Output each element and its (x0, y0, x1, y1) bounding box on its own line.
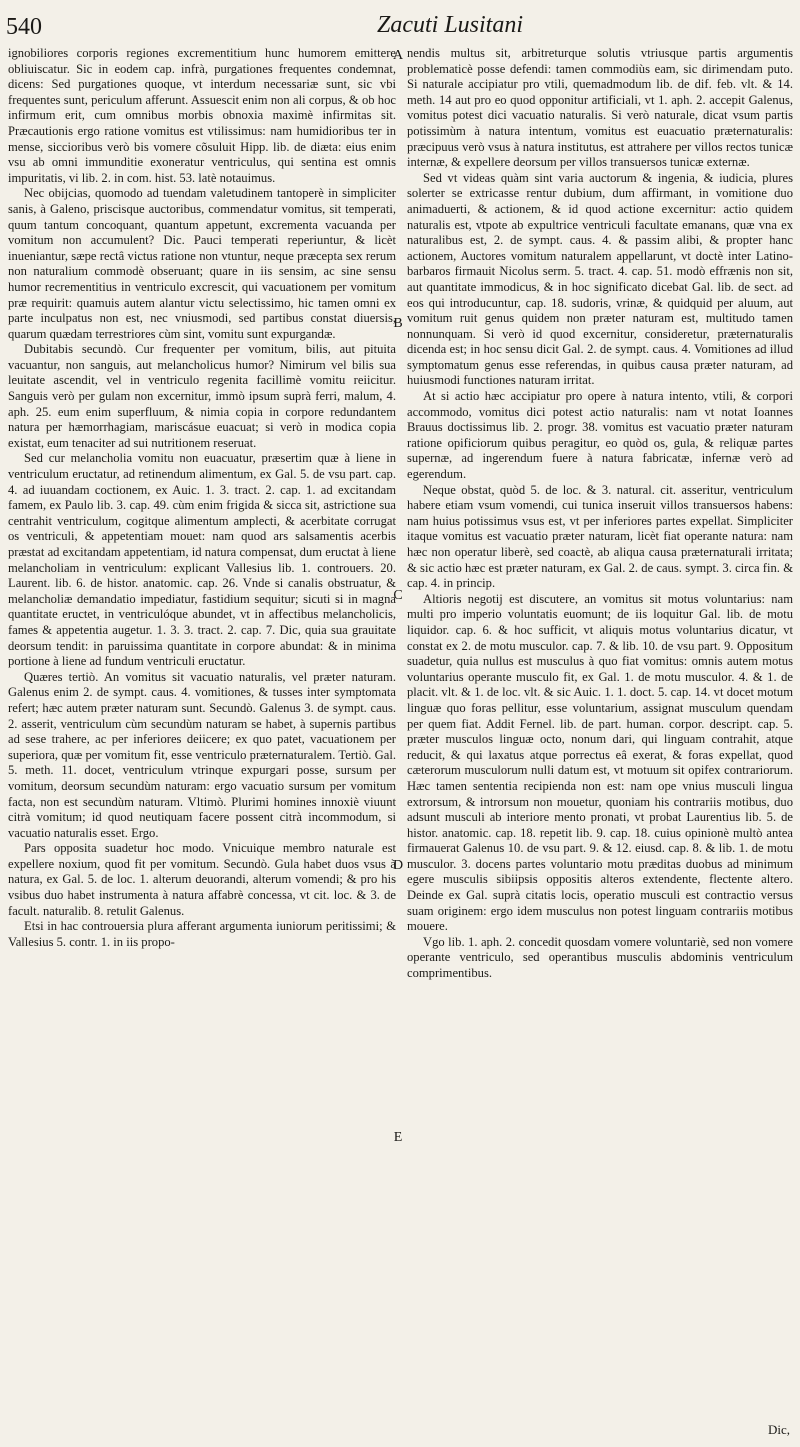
running-head: Zacuti Lusitani (376, 12, 524, 38)
margin-marker-c: C (393, 588, 403, 603)
paragraph: Quæres tertiò. An vomitus sit vacuatio naturalis, vel præter naturam. Galenus enim 2. de sympt. caus. 4. vomitiones, & tusses inter symptomata refert; hæc autem præter naturam sunt. Secundò. Galenus 3. de sympt. caus. 2. asserit, ventriculum cùm secundùm naturam se habet, à supernis partibus ad sese trahere, ac per inferiores deiicere; ex quo patet, vacuationem per superiora, quæ per vomitum fit, esse ventriculo præternaturalem. Tertiò. Gal. 5. meth. 11. docet, ventriculum vtrinque expurgari posse, sursum per vomitum, deorsum secundùm naturam: ergo vacuatio sursum per vomitum facta, non est secundùm naturam. Vltimò. Plurimi homines innoxiè viuunt citrà vomitum; id quod neutiquam facere possent citrà incommodum, si vacuatio naturalis esset. Ergo. (8, 669, 396, 840)
paragraph: Sed cur melancholia vomitu non euacuatur, præsertim quæ à liene in ventriculum eructatur, ad retinendum alimentum, ex Gal. 5. de vsu part. cap. 4. ad iuuandam coctionem, ex Auic. 1. 3. tract. 2. cap. 1. ad excitandam famem, ex Paulo lib. 3. cap. 49. cùm enim frigida & sicca sit, astrictione sua centrahit ventriculum, cogitque alimentum amplecti, & acerbitate corrugat os ventriculi, & appetentiam mouet: nam quod ars salsamentis acerbis præstat ad excitandam appetentiam, id natura compensat, dum eructat à liene melancholiam in ventriculum: explicant Vallesius lib. 1. controuers. 20. Laurent. lib. 6. de histor. anatomic. cap. 26. Vnde si canalis obstruatur, & melancholiæ demandatio impediatur, fastidium sequitur; sicuti si in magna quantitate eructet, in ventriculóque abundet, vt in affectibus melancholicis, fames & appetentia augetur. 1. 3. 3. tract. 2. cap. 7. Dic, quia sua grauitate deorsum tendit: in paruissima quantitate in corpore abundat: & in minima portione à liene ad fundum ventriculi eructatur. (8, 451, 396, 669)
paragraph: Nec obijcias, quomodo ad tuendam valetudinem tantoperè in simpliciter sanis, à Galeno, priscisque auctoribus, commendatur vomitus, sit temperati, quum tantum concoquant, quantum appetunt, excrementa vacuanda per vomitum non accumulent? Dic. Pauci temperati reperiuntur, & licèt inueniantur, sæpe rectâ victus ratione non vtuntur, neque præcepta sex rerum non naturalium commodè obseruant; quare in iis sensim, ac sine sensu humor recrementitius in ventriculo excrescit, qui vacuationem per vomitum præ requirit: quamuis autem alantur victu selectissimo, hic tamen omni ex parte inculpatus non est, nec vniusmodi, sed partibus constat diuersis, quarum quædam terrestriores cùm sint, vomitu sunt expurgandæ. (8, 186, 396, 341)
paragraph: Vgo lib. 1. aph. 2. concedit quosdam vomere voluntariè, sed non vomere operante ventriculo, sed operantibus musculis abdominis ventriculum comprimentibus. (407, 934, 793, 981)
paragraph: Altioris negotij est discutere, an vomitus sit motus voluntarius: nam multi pro imperio voluntatis euomunt; de iis loquitur Gal. lib. de motu liquidor. cap. 6. & hoc sufficit, vt aliquis motus voluntarius dicatur, vt constat ex 2. de motu musculor. cap. 7. & lib. 10. de vsu part. 9. Oppositum suadetur, quia nullus est musculus à quo fiat vomitus: omnis autem motus voluntarius operante musculo fit, ex Gal. 1. de motu musculor. 4. & 1. de placit. vlt. & 1. de loc. vlt. & sic Auic. 1. 1. doct. 5. cap. 14. vt docet motum linguæ quo foras pellitur, esse voluntarium, assignat musculum quendam per quem fiat. Addit Fernel. lib. de part. human. corpor. descript. cap. 5. præter musculos linguæ octo, nonum dari, qui linguam contrahit, atque reducit, & qui laxatus atque porrectus eâ exerat, & foras expellat, quod cæterorum musculorum nulli datum est, vt motuum sit opifex contrariorum. Hæc tamen sententia recipienda non est: nam ope vnius musculi lingua extrorsum, & introrsum non mouetur, quoniam his contrariis motibus, duo adsunt musculi ab interiore mento pronati, vt probat Laurentius lib. 5. de histor. anatomic. cap. 18. repetit lib. 9. cap. 18. cuius opinionè multò antea firmauerat Galenus 10. de vsu part. 9. & 12. eiusd. cap. 8. & lib. 1. de motu musculor. 3. docens partes voluntario motu præditas duobus ad minimum egere musculis sibiipsis oppositis alteros extendente, flectente altero. Deinde ex Gal. suprà citatis locis, operatio musculi est contractio versus suam originem: ergo idem musculus non potest linguam contrariis motibus mouere. (407, 591, 793, 934)
paragraph: At si actio hæc accipiatur pro opere à natura intento, vtili, & corpori accommodo, vomitus dici potest actio naturalis: nam vt notat Ioannes Brauus doctissimus lib. 2. progr. 38. vomitus est vacuatio præter naturam ratione opificiorum quibus peragitur, eo quòd os, gula, & reliquæ partes supernæ, ad ingerendum fuere à natura fabricatæ, infernæ verò ad egerendum. (407, 389, 793, 482)
paragraph: Sed vt videas quàm sint varia auctorum & ingenia, & iudicia, plures solerter se extricasse rentur dubium, dum affirmant, in vomitione duo animaduerti, & actionem, & id quod actione excernitur: actio quidem naturalis est, vtpote ab expultrice ventriculi facultate emanans, quæ vna ex naturalibus est, 2. de sympt. caus. 4. & passim alibi, & propter hanc actionem, Auctores vomitum naturalem appellarunt, vt doctè inter Latino-barbaros firmauit Nicolus serm. 5. tract. 4. cap. 51. modò effrænis non sit, aut quantitate immodicus, & in hoc significato dicebat Gal. lib. de sect. ad eos qui introducuntur, cap. 18. sudoris, vrinæ, & quidquid per aluum, aut vomitum ruit genus quidem non præter naturam est, multitudo tamen nonnunquam. Si verò id quod excernitur, consideretur, præternaturalis dicenda est; in hoc sensu dicit Gal. 2. de sympt. caus. 4. Vomitiones ad illud symptomatum genus esse referendas, in quibus causa præter naturam, ad huiusmodi functiones naturam irritat. (407, 170, 793, 388)
paragraph: nendis multus sit, arbitreturque solutis vtriusque partis argumentis problematicè posse defendi: tamen commodiùs eam, sic dirimendam puto. Si naturale accipiatur pro vtili, quemadmodum lib. de dif. feb. vlt. & 14. meth. 14 aut pro eo quod opponitur artificiali, vt 1. aph. 2. accepit Galenus, vomitus potest dici vacuatio naturalis. Si verò naturale, dicat vsum partis potissimùm à natura intentum, vomitus est euacuatio præternaturalis: præcipuus verò vsus à natura institutus, est attrahere per villos rectos tunicæ internæ, & expellere deorsum per villos transuersos tunicæ externæ. (407, 46, 793, 170)
margin-marker-a: A (392, 48, 404, 63)
margin-marker-d: D (392, 858, 404, 873)
paragraph: Etsi in hac controuersia plura afferant argumenta iuniorum peritissimi; & Vallesius 5. contr. 1. in iis propo- (8, 919, 396, 949)
left-column (8, 46, 396, 1426)
paragraph: Neque obstat, quòd 5. de loc. & 3. natural. cit. asseritur, ventriculum habere etiam vsum vomendi, cui tunica inseruit villos transuersos habens: nam huius potissimus vsus est, vt per inferiores partes expellat. Simpliciter itaque vomitus est vacuatio præter naturam, licèt fiat operante natura: nam hæc non operatur liberè, sed coactè, ab aliqua causa præternaturali irritata; & sic actio hæc est præter naturam, ex Gal. 2. de caus. sympt. 3. circa fin. & cap. 4. in princip. (407, 482, 793, 591)
margin-marker-e: E (393, 1130, 403, 1145)
page-header (0, 10, 800, 50)
page-number: 540 (6, 14, 42, 40)
catchword: Dic, (767, 1422, 790, 1437)
paragraph: Dubitabis secundò. Cur frequenter per vomitum, bilis, aut pituita vacuantur, non sanguis, aut melancholicus humor? Nimirum vel bilis sua leuitate ascendit, vel in ventriculo regenita facillimè vomitu reiicitur. Sanguis verò per gulam non excernitur, immò ipsum suprà ferri, malum, 4. aph. 25. eum enim superfluum, & nimia copia in corpore redundantem natura per hæmorrhagiam, mariscásue euacuat; si verò in modica copia existat, eum tenaciter ad sui nutritionem reseruat. (8, 342, 396, 450)
paragraph: Pars opposita suadetur hoc modo. Vnicuique membro naturale est expellere noxium, quod fit per vomitum. Secundò. Gula habet duos vsus à natura, ex Gal. 5. de loc. 1. alterum deuorandi, alterum vomendi; & pro his vsibus duo habet instrumenta à natura affabrè concessa, vt cit. loc. & 3. de facult. naturalib. 8. retulit Galenus. (8, 841, 396, 918)
paragraph: ignobiliores corporis regiones excrementitium hunc humorem emittere obliuiscatur. Sic in eodem cap. infrà, purgationes frequentes condemnat, dicens: Sed purgationes quoque, vt interdum necessariæ sunt, sic vbi frequentes sunt, periculum afferunt. Assuescit enim non ali corpus, & ob hoc infirmum erit, cum omnibus morbis obnoxia maximè infirmitas sit. Præcautionis ergo ratione vomitus est vtilissimus: nam humidioribus ter in mense, siccioribus verò bis vomere cõsuluit Hipp. lib. de diæta: eius enim vsu ab omni immunditie exoneratur ventriculus, qui sentina est omnis impuritatis, vi lib. 2. in com. hist. 53. latè notauimus. (8, 46, 396, 185)
right-column (407, 46, 793, 1426)
margin-marker-b: B (393, 316, 403, 331)
